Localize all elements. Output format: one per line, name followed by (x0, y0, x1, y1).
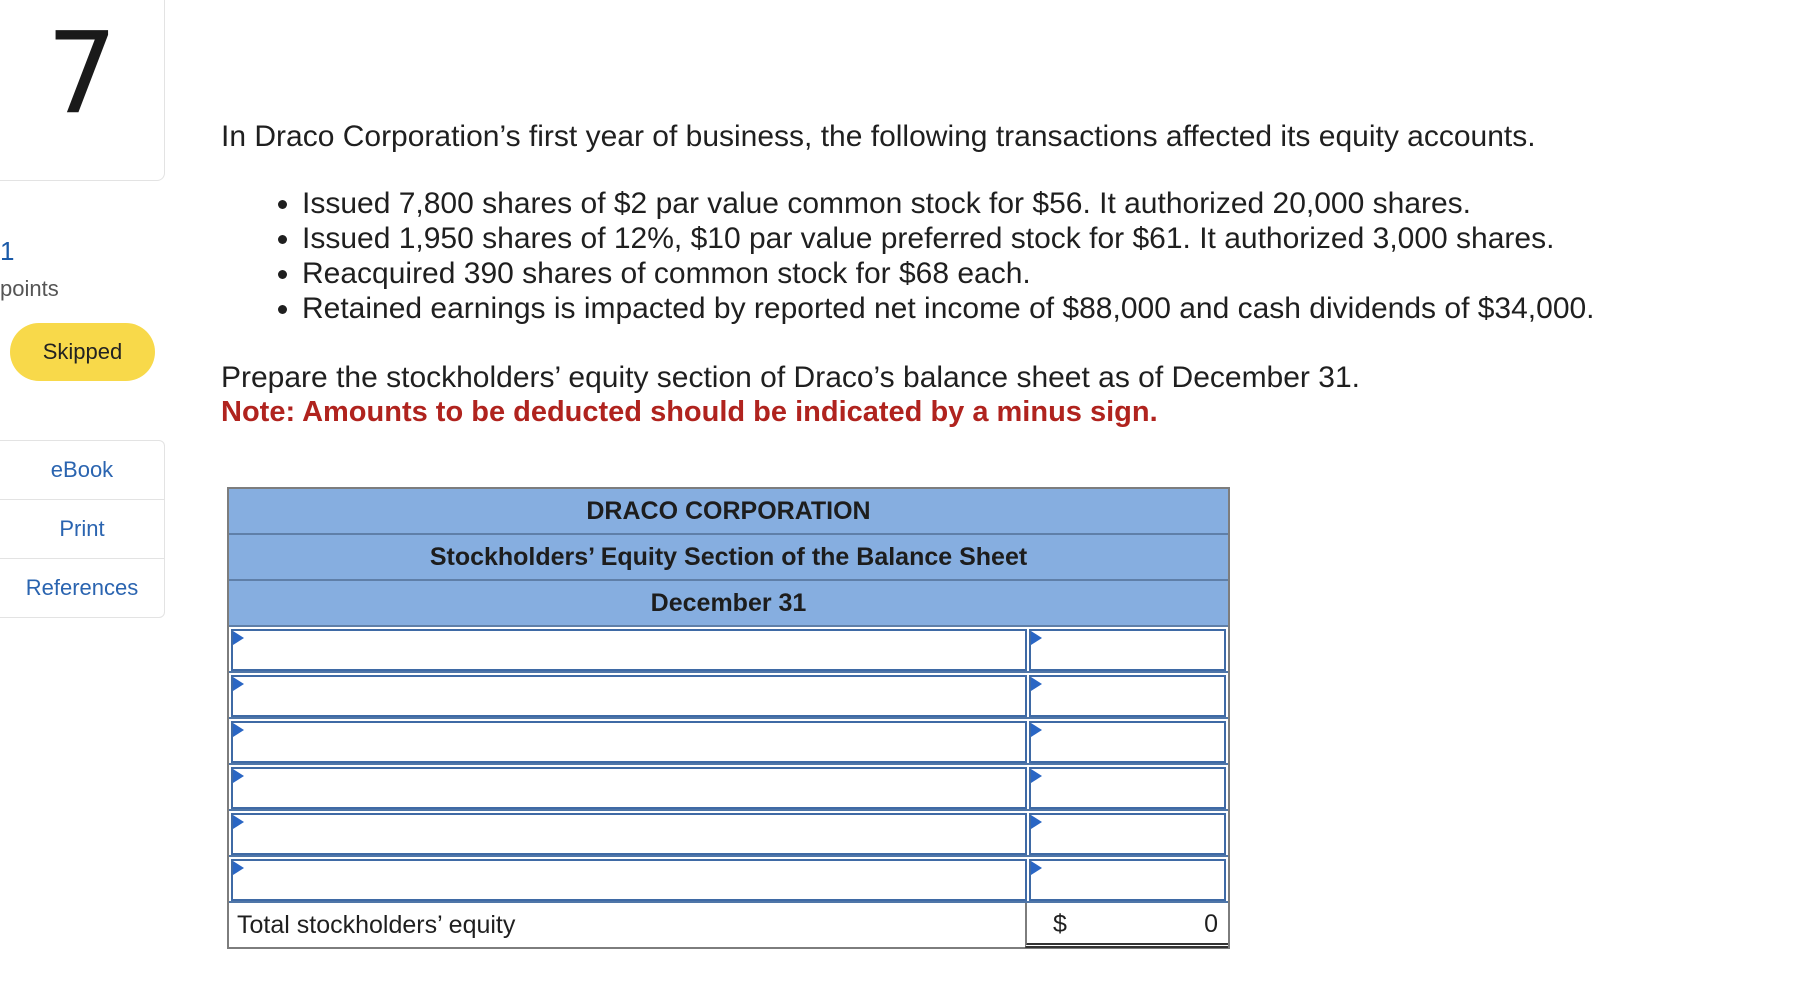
account-dropdown[interactable] (231, 721, 1027, 763)
dropdown-arrow-icon (233, 677, 244, 691)
entry-row (229, 857, 1228, 903)
amount-input[interactable] (1029, 721, 1226, 763)
total-row (229, 903, 1228, 947)
statement-date-header: December 31 (229, 581, 1228, 627)
print-link[interactable]: Print (0, 500, 164, 559)
input-marker-icon (1031, 677, 1042, 691)
transaction-list (270, 186, 1595, 326)
amount-input[interactable] (1029, 767, 1226, 809)
input-marker-icon (1031, 631, 1042, 645)
account-dropdown[interactable] (231, 675, 1027, 717)
dropdown-arrow-icon (233, 861, 244, 875)
skipped-badge: Skipped (10, 323, 155, 381)
dropdown-arrow-icon (233, 769, 244, 783)
references-link[interactable]: References (25, 575, 139, 600)
entry-row (229, 719, 1228, 765)
total-label: Total stockholders’ equity (237, 911, 516, 939)
total-amount-cell (1025, 903, 1228, 948)
transaction-item: • Reacquired 390 shares of common stock for $68 each. (302, 256, 1595, 291)
amount-input[interactable] (1029, 813, 1226, 855)
transaction-item: • Retained earnings is impacted by reported net income of $88,000 and cash dividends of $34,000. (302, 291, 1595, 326)
input-marker-icon (1031, 723, 1042, 737)
currency-symbol: $ (1053, 910, 1067, 938)
entry-row (229, 765, 1228, 811)
dropdown-arrow-icon (233, 815, 244, 829)
instructions: Prepare the stockholders’ equity section of Draco’s balance sheet as of December 31. (221, 361, 1360, 394)
resource-links (0, 440, 165, 618)
problem-intro: In Draco Corporation’s first year of business, the following transactions affected its equity accounts. (221, 120, 1536, 153)
dropdown-arrow-icon (233, 723, 244, 737)
ebook-link[interactable]: eBook (0, 441, 164, 500)
account-dropdown[interactable] (231, 813, 1027, 855)
entry-row (229, 627, 1228, 673)
account-dropdown[interactable] (231, 859, 1027, 901)
note-text: Note: Amounts to be deducted should be indicated by a minus sign. (221, 396, 1158, 428)
transaction-item: • Issued 1,950 shares of 12%, $10 par value preferred stock for $61. It authorized 3,000 shares. (302, 221, 1595, 256)
company-name-header: DRACO CORPORATION (229, 489, 1228, 535)
total-value: 0 (1204, 910, 1218, 938)
account-dropdown[interactable] (231, 767, 1027, 809)
statement-title-header: Stockholders’ Equity Section of the Balance Sheet (229, 535, 1228, 581)
question-number: 7 (46, 9, 118, 139)
points-value: 1 (0, 236, 15, 266)
amount-input[interactable] (1029, 859, 1226, 901)
equity-worksheet (227, 487, 1230, 949)
amount-input[interactable] (1029, 629, 1226, 671)
input-marker-icon (1031, 769, 1042, 783)
entry-row (229, 673, 1228, 719)
entry-row (229, 811, 1228, 857)
account-dropdown[interactable] (231, 629, 1027, 671)
amount-input[interactable] (1029, 675, 1226, 717)
dropdown-arrow-icon (233, 631, 244, 645)
input-marker-icon (1031, 815, 1042, 829)
question-number-card (0, 0, 165, 181)
input-marker-icon (1031, 861, 1042, 875)
transaction-item: • Issued 7,800 shares of $2 par value common stock for $56. It authorized 20,000 shares. (302, 186, 1595, 221)
points-label: points (0, 276, 59, 301)
